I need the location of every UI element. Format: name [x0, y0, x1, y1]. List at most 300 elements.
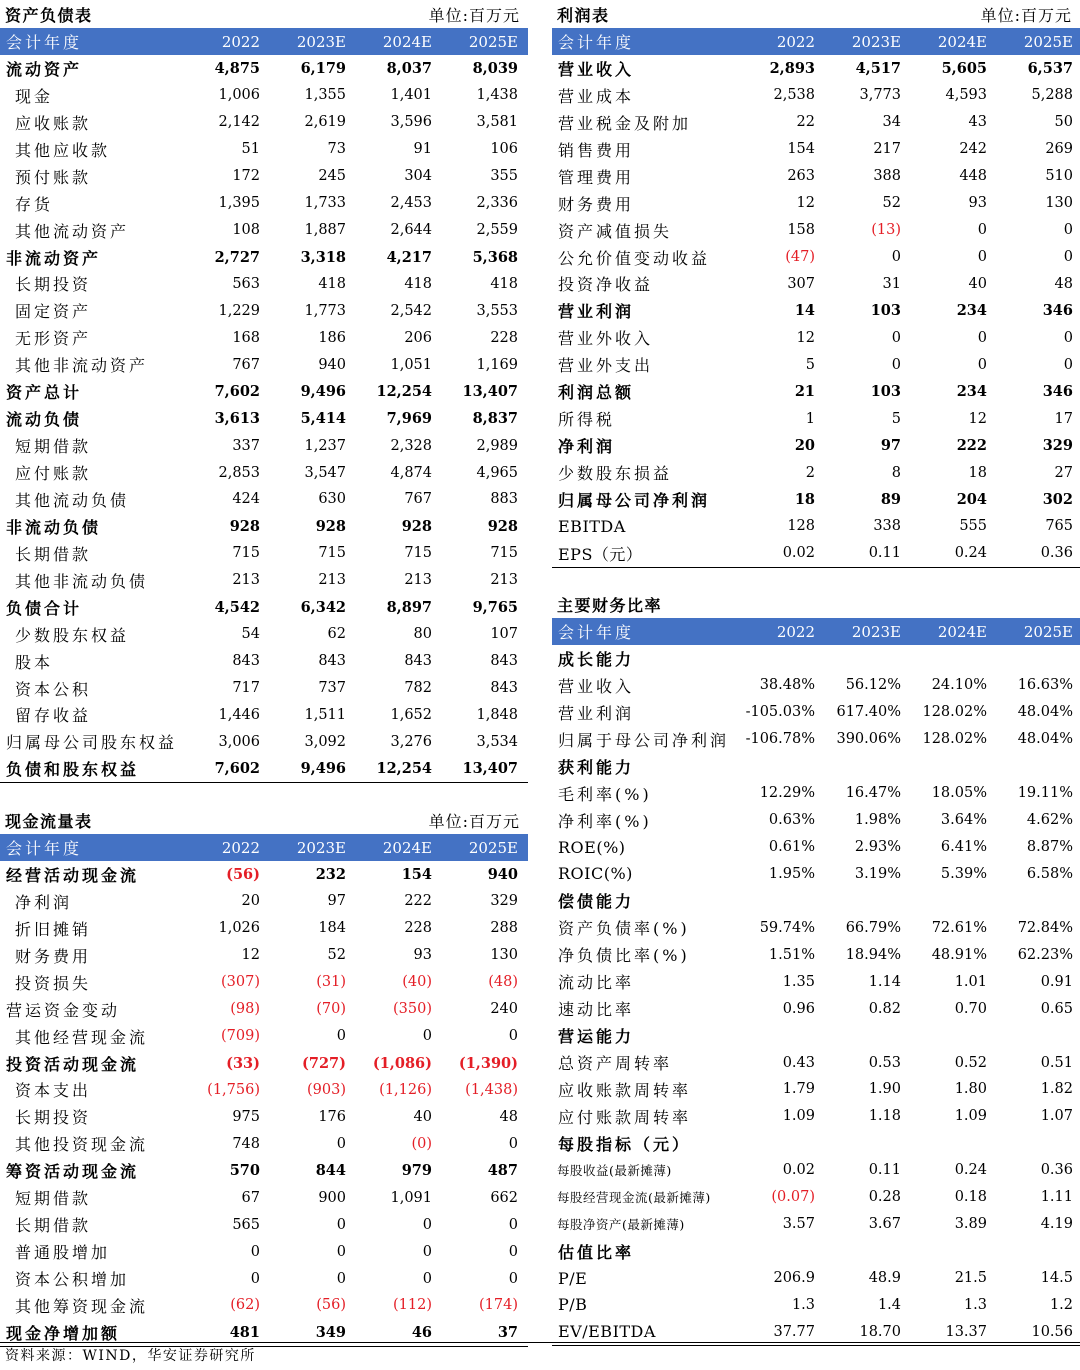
row-label: 负债合计 — [6, 598, 83, 618]
row-label: 现金净增加额 — [6, 1323, 121, 1343]
row-value: 0.11 — [868, 545, 901, 562]
table-row — [552, 941, 1080, 968]
row-value: 0 — [250, 1270, 260, 1287]
row-value: 1.18 — [868, 1108, 901, 1125]
row-value: 18 — [794, 490, 815, 508]
row-value: 0.24 — [954, 1162, 987, 1179]
table-row — [552, 217, 1080, 244]
year-header: 2023E — [851, 622, 901, 641]
row-value: 843 — [232, 653, 260, 670]
table-row — [0, 702, 528, 729]
row-value: 487 — [487, 1162, 518, 1180]
row-value: 843 — [404, 653, 432, 670]
row-value: 21.5 — [954, 1270, 987, 1287]
row-value: 91 — [413, 141, 432, 158]
year-header: 2025E — [468, 32, 518, 51]
table-row — [0, 459, 528, 486]
table-row — [552, 1238, 1080, 1265]
row-value: 0 — [891, 356, 901, 373]
header-label: 会计年度 — [558, 623, 635, 642]
table-row — [0, 915, 528, 942]
table-row — [552, 136, 1080, 163]
row-label: 归属母公司股东权益 — [6, 733, 178, 753]
row-value: 6,537 — [1027, 59, 1073, 77]
cash-flow-unit: 单位:百万元 — [428, 812, 520, 831]
row-label: 筹资活动现金流 — [6, 1162, 140, 1182]
row-value: 767 — [232, 356, 260, 373]
row-value: 1.80 — [954, 1081, 987, 1098]
table-row — [0, 1130, 528, 1157]
row-value: 418 — [490, 275, 518, 292]
row-value: 0 — [336, 1270, 346, 1287]
row-value: 3,553 — [476, 302, 518, 319]
row-label: 其他筹资现金流 — [15, 1296, 149, 1316]
income-statement-unit: 单位:百万元 — [980, 6, 1072, 25]
table-row — [552, 807, 1080, 834]
row-value: 56.12% — [845, 677, 901, 694]
row-value: 108 — [232, 222, 260, 239]
row-label: 营运资金变动 — [6, 1000, 121, 1020]
row-value: 2.93% — [854, 839, 901, 856]
row-value: 883 — [490, 491, 518, 508]
row-value: 0 — [422, 1243, 432, 1260]
row-label: 总资产周转率 — [558, 1054, 673, 1074]
source-note: 资料来源：WIND，华安证券研究所 — [0, 1342, 1080, 1370]
row-label: 净利率(%) — [558, 811, 652, 831]
year-header: 2024E — [937, 622, 987, 641]
table-row — [0, 1103, 528, 1130]
row-value: 263 — [787, 168, 815, 185]
row-label: 管理费用 — [558, 167, 635, 187]
row-value: 5,288 — [1031, 87, 1073, 104]
table-row — [0, 1023, 528, 1050]
table-row — [552, 1049, 1080, 1076]
table-row — [552, 1211, 1080, 1238]
row-value: 245 — [318, 168, 346, 185]
row-label: 营业利润 — [558, 703, 635, 723]
row-value: 54 — [241, 626, 260, 643]
row-value: 2,727 — [214, 248, 260, 266]
row-label: 流动比率 — [558, 973, 635, 993]
row-value: 106 — [490, 141, 518, 158]
row-value: 7,969 — [386, 410, 432, 428]
row-value: 31 — [882, 275, 901, 292]
row-value: 10.56 — [1031, 1323, 1073, 1340]
row-value: 51 — [241, 141, 260, 158]
row-value: 0 — [1063, 222, 1073, 239]
row-label: 股本 — [15, 652, 54, 672]
row-value: 93 — [968, 195, 987, 212]
row-value: 12 — [796, 329, 815, 346]
table-row — [0, 567, 528, 594]
row-value: 40 — [413, 1108, 432, 1125]
table-row — [0, 1265, 528, 1292]
row-value: (13) — [871, 222, 901, 239]
row-value: 3,276 — [390, 733, 432, 750]
table-row — [552, 753, 1080, 780]
row-label: 折旧摊销 — [15, 919, 92, 939]
row-label: 速动比率 — [558, 1000, 635, 1020]
row-label: 资产负债率(%) — [558, 919, 690, 939]
row-value: (1,086) — [372, 1054, 432, 1072]
row-value: 228 — [404, 920, 432, 937]
row-value: 4,217 — [386, 248, 432, 266]
row-value: 52 — [882, 195, 901, 212]
row-value: (98) — [230, 1001, 260, 1018]
row-value: 337 — [232, 437, 260, 454]
cash-flow-title-row — [0, 806, 528, 834]
row-value: 103 — [870, 383, 901, 401]
financial-ratios-header-row — [552, 618, 1080, 645]
row-label: 其他非流动负债 — [15, 571, 149, 591]
row-value: 481 — [229, 1323, 260, 1341]
row-value: 24.10% — [931, 677, 987, 694]
year-header: 2025E — [1023, 32, 1073, 51]
table-row — [552, 190, 1080, 217]
row-label: 短期借款 — [15, 1189, 92, 1209]
row-value: 13,407 — [462, 760, 518, 778]
row-value: 0.52 — [954, 1054, 987, 1071]
row-value: 213 — [318, 572, 346, 589]
row-value: 940 — [487, 865, 518, 883]
row-value: 715 — [318, 545, 346, 562]
row-value: 17 — [1054, 410, 1073, 427]
row-value: 8 — [891, 464, 901, 481]
row-value: (56) — [316, 1297, 346, 1314]
row-label: 资本支出 — [15, 1081, 92, 1101]
row-value: 59.74% — [759, 919, 815, 936]
row-value: 130 — [1045, 195, 1073, 212]
row-label: 每股经营现金流(最新摊薄) — [557, 1190, 711, 1206]
income-statement-header-row — [552, 28, 1080, 55]
table-row — [552, 834, 1080, 861]
row-value: 3,547 — [304, 464, 346, 481]
row-value: 0 — [1063, 356, 1073, 373]
row-label: 流动资产 — [6, 59, 83, 79]
row-value: 1.01 — [954, 973, 987, 990]
row-value: 565 — [232, 1216, 260, 1233]
table-row — [552, 1022, 1080, 1049]
row-label: 归属母公司净利润 — [558, 490, 711, 510]
row-label: 资产减值损失 — [558, 221, 673, 241]
row-label: 应付账款 — [15, 464, 92, 484]
table-row — [0, 755, 528, 783]
row-value: 128.02% — [922, 731, 987, 748]
table-row — [552, 995, 1080, 1022]
table-row — [0, 136, 528, 163]
row-label: 营业外支出 — [558, 356, 654, 376]
row-value: 390.06% — [836, 731, 901, 748]
row-label: 少数股东权益 — [15, 625, 130, 645]
row-value: 37 — [497, 1323, 518, 1341]
row-value: 3,318 — [300, 248, 346, 266]
row-label: 投资活动现金流 — [6, 1054, 140, 1074]
row-label: EPS（元） — [558, 544, 643, 564]
row-label: 流动负债 — [6, 410, 83, 430]
row-label: 长期借款 — [15, 1216, 92, 1236]
row-label: 净利润 — [558, 437, 616, 457]
row-value: 418 — [404, 275, 432, 292]
row-value: 20 — [794, 437, 815, 455]
row-label: 营业收入 — [558, 676, 635, 696]
row-value: 48 — [499, 1108, 518, 1125]
table-row — [552, 405, 1080, 432]
row-value: 3,092 — [304, 733, 346, 750]
row-value: 0.18 — [954, 1189, 987, 1206]
row-label: 资产总计 — [6, 383, 83, 403]
row-label: 经营活动现金流 — [6, 865, 140, 885]
row-value: 0.43 — [782, 1054, 815, 1071]
row-value: 3,596 — [390, 114, 432, 131]
row-value: 844 — [315, 1162, 346, 1180]
row-value: 0.36 — [1040, 545, 1073, 562]
table-row — [0, 109, 528, 136]
table-row — [0, 271, 528, 298]
row-value: 19.11% — [1017, 785, 1073, 802]
row-label: 每股指标（元） — [558, 1134, 692, 1154]
row-value: 1.35 — [782, 973, 815, 990]
table-row — [0, 675, 528, 702]
table-row — [0, 888, 528, 915]
row-value: 975 — [232, 1108, 260, 1125]
row-value: 940 — [318, 356, 346, 373]
row-value: 38.48% — [759, 677, 815, 694]
row-value: 48.9 — [868, 1270, 901, 1287]
row-value: (0) — [411, 1135, 432, 1152]
row-value: 0 — [336, 1216, 346, 1233]
row-value: 16.47% — [845, 785, 901, 802]
row-value: 2,893 — [769, 59, 815, 77]
row-label: 净利润 — [15, 892, 73, 912]
row-value: (1,390) — [458, 1054, 518, 1072]
table-row — [552, 1130, 1080, 1157]
balance-sheet-title: 资产负债表 — [5, 6, 93, 25]
row-value: 222 — [956, 437, 987, 455]
row-value: 2,644 — [390, 222, 432, 239]
row-value: 222 — [404, 893, 432, 910]
row-value: 7,602 — [214, 383, 260, 401]
table-row — [552, 459, 1080, 486]
row-value: (62) — [230, 1297, 260, 1314]
row-value: 0 — [508, 1028, 518, 1045]
row-label: 现金 — [15, 86, 54, 106]
row-value: 782 — [404, 680, 432, 697]
row-label: ROIC(%) — [558, 864, 633, 884]
row-value: 717 — [232, 680, 260, 697]
row-value: 16.63% — [1017, 677, 1073, 694]
row-value: 1,051 — [390, 356, 432, 373]
row-label: ROE(%) — [558, 837, 626, 857]
row-value: 48.04% — [1017, 731, 1073, 748]
row-label: P/B — [558, 1295, 588, 1315]
table-row — [552, 271, 1080, 298]
row-value: 1.82 — [1040, 1081, 1073, 1098]
row-label: 成长能力 — [558, 649, 635, 669]
row-value: 176 — [318, 1108, 346, 1125]
row-label: 销售费用 — [558, 140, 635, 160]
row-value: 928 — [401, 517, 432, 535]
row-value: 1.07 — [1040, 1108, 1073, 1125]
table-row — [552, 968, 1080, 995]
table-row — [552, 780, 1080, 807]
cash-flow-header-row — [0, 834, 528, 861]
table-row — [552, 1076, 1080, 1103]
row-value: 0.91 — [1040, 973, 1073, 990]
balance-sheet-table — [0, 0, 528, 783]
row-value: 12 — [796, 195, 815, 212]
row-value: 5 — [805, 356, 815, 373]
row-value: 617.40% — [836, 704, 901, 721]
row-value: 2,989 — [476, 437, 518, 454]
row-value: 1,237 — [304, 437, 346, 454]
row-value: 1,848 — [476, 706, 518, 723]
table-row — [552, 244, 1080, 271]
row-value: 52 — [327, 947, 346, 964]
row-value: 154 — [787, 141, 815, 158]
table-row — [0, 1238, 528, 1265]
row-value: 355 — [490, 168, 518, 185]
header-label: 会计年度 — [6, 33, 83, 52]
row-value: 213 — [404, 572, 432, 589]
row-value: 12 — [968, 410, 987, 427]
row-value: 13,407 — [462, 383, 518, 401]
row-value: (40) — [402, 974, 432, 991]
row-value: 9,496 — [300, 383, 346, 401]
table-row — [552, 486, 1080, 513]
row-label: 预付账款 — [15, 167, 92, 187]
row-label: 非流动资产 — [6, 248, 102, 268]
row-value: 217 — [873, 141, 901, 158]
header-label: 会计年度 — [6, 839, 83, 858]
row-value: 715 — [490, 545, 518, 562]
row-value: 0 — [891, 249, 901, 266]
row-value: 0 — [422, 1028, 432, 1045]
row-label: 每股收益(最新摊薄) — [557, 1163, 672, 1179]
row-label: 留存收益 — [15, 706, 92, 726]
row-value: 1.95% — [768, 865, 815, 882]
row-label: P/E — [558, 1268, 588, 1288]
row-value: 346 — [1042, 383, 1073, 401]
row-value: 228 — [490, 329, 518, 346]
row-value: 448 — [959, 168, 987, 185]
row-value: 0 — [977, 356, 987, 373]
row-value: 329 — [490, 893, 518, 910]
row-value: 89 — [880, 490, 901, 508]
row-value: 3,773 — [859, 87, 901, 104]
row-label: 营业收入 — [558, 59, 635, 79]
row-value: 3,006 — [218, 733, 260, 750]
row-value: 307 — [787, 275, 815, 292]
row-label: 营业税金及附加 — [558, 113, 692, 133]
balance-sheet-header-row — [0, 28, 528, 55]
table-row — [0, 861, 528, 888]
income-statement-title-row — [552, 0, 1080, 28]
row-value: 9,496 — [300, 760, 346, 778]
row-value: (47) — [785, 249, 815, 266]
cash-flow-rows — [0, 861, 528, 1347]
year-header: 2023E — [851, 32, 901, 51]
table-row — [0, 1184, 528, 1211]
row-value: 158 — [787, 222, 815, 239]
row-value: 73 — [327, 141, 346, 158]
table-row — [552, 726, 1080, 753]
table-row — [552, 82, 1080, 109]
row-label: 应付账款周转率 — [558, 1107, 692, 1127]
row-value: 302 — [1042, 490, 1073, 508]
row-label: 存货 — [15, 194, 54, 214]
row-value: 4.19 — [1040, 1216, 1073, 1233]
row-value: 630 — [318, 491, 346, 508]
row-value: 97 — [327, 893, 346, 910]
row-value: 555 — [959, 518, 987, 535]
table-row — [0, 163, 528, 190]
row-value: 0.36 — [1040, 1162, 1073, 1179]
row-label: 少数股东损益 — [558, 464, 673, 484]
row-value: 843 — [490, 680, 518, 697]
row-value: 4,875 — [214, 59, 260, 77]
row-value: 843 — [490, 653, 518, 670]
table-row — [0, 82, 528, 109]
row-label: 负债和股东权益 — [6, 760, 140, 780]
table-row — [0, 244, 528, 271]
row-value: 168 — [232, 329, 260, 346]
row-label: 营业外收入 — [558, 329, 654, 349]
row-label: 长期借款 — [15, 544, 92, 564]
row-label: 应收账款周转率 — [558, 1080, 692, 1100]
row-label: 其他流动资产 — [15, 221, 130, 241]
row-value: 2 — [805, 464, 815, 481]
row-value: 1,887 — [304, 222, 346, 239]
row-value: 172 — [232, 168, 260, 185]
row-value: -106.78% — [745, 731, 815, 748]
row-value: 2,542 — [390, 302, 432, 319]
row-value: 0.28 — [868, 1189, 901, 1206]
row-value: 1,091 — [390, 1189, 432, 1206]
row-value: 662 — [490, 1189, 518, 1206]
row-value: 6.58% — [1026, 865, 1073, 882]
row-value: (112) — [393, 1297, 432, 1314]
row-value: 3,613 — [214, 410, 260, 428]
table-row — [552, 432, 1080, 459]
row-value: (1,126) — [379, 1081, 432, 1098]
row-value: 66.79% — [845, 919, 901, 936]
row-value: 1,026 — [218, 920, 260, 937]
row-value: 715 — [404, 545, 432, 562]
row-value: 67 — [241, 1189, 260, 1206]
row-label: 短期借款 — [15, 437, 92, 457]
row-value: 22 — [796, 114, 815, 131]
row-label: 毛利率(%) — [558, 784, 652, 804]
row-value: 234 — [956, 302, 987, 320]
table-row — [552, 378, 1080, 405]
row-value: 570 — [229, 1162, 260, 1180]
row-value: 34 — [882, 114, 901, 131]
financial-ratios-rows — [552, 645, 1080, 1346]
row-value: 765 — [1045, 518, 1073, 535]
row-value: 767 — [404, 491, 432, 508]
row-value: 3.89 — [954, 1216, 987, 1233]
row-value: 0 — [1063, 249, 1073, 266]
row-value: 72.61% — [931, 919, 987, 936]
balance-sheet-unit: 单位:百万元 — [428, 6, 520, 25]
row-value: 0 — [422, 1216, 432, 1233]
row-value: 1.3 — [791, 1296, 815, 1313]
table-row — [552, 861, 1080, 888]
table-row — [0, 594, 528, 621]
row-value: 737 — [318, 680, 346, 697]
table-row — [552, 297, 1080, 324]
row-value: 186 — [318, 329, 346, 346]
